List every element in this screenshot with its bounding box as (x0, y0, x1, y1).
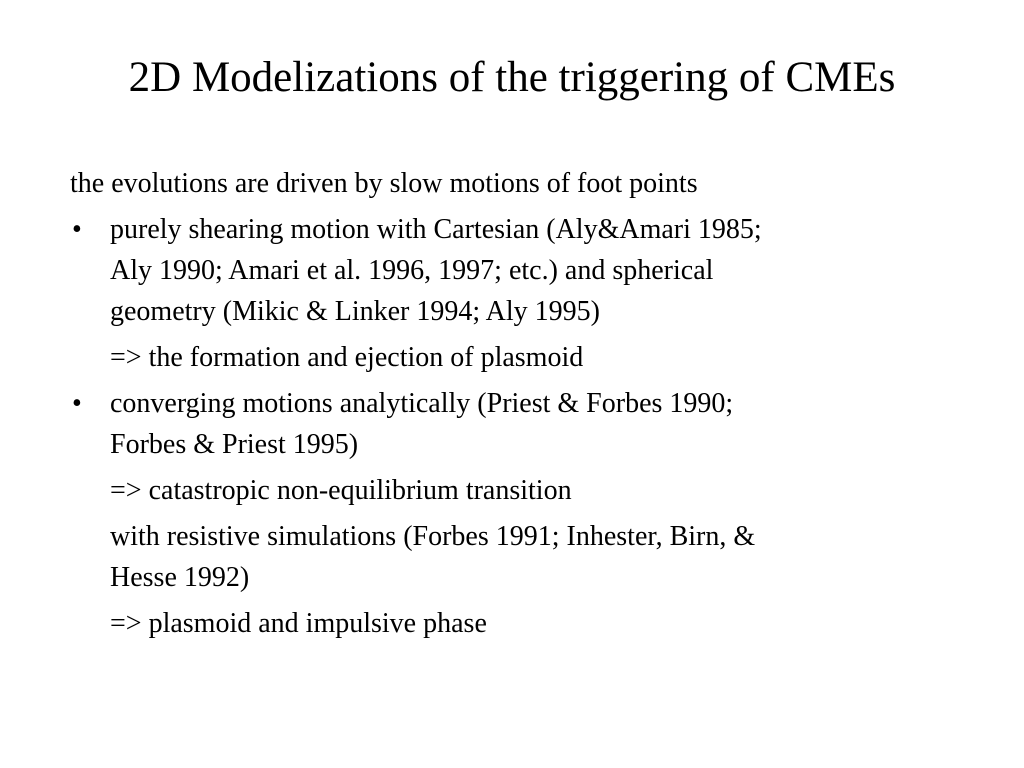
result-text: => the formation and ejection of plasmoid (110, 342, 584, 373)
result-text: => plasmoid and impulsive phase (110, 608, 487, 639)
bullet-item (70, 209, 970, 332)
sub-text-line: with resistive simulations (Forbes 1991; Inhester, Birn, & (110, 521, 756, 552)
slide-body (70, 163, 970, 649)
bullet-dot-icon: • (72, 214, 82, 245)
slide-title: 2D Modelizations of the triggering of CMEs (128, 54, 896, 101)
bullet-text-line: converging motions analytically (Priest & Forbes 1990; (110, 388, 734, 419)
intro-text: the evolutions are driven by slow motions of foot points (70, 168, 698, 199)
result-text: => catastropic non-equilibrium transition (110, 475, 572, 506)
resistive-simulations-text (70, 516, 970, 598)
bullet-text-line: geometry (Mikic & Linker 1994; Aly 1995) (110, 296, 600, 327)
bullet-item (70, 383, 970, 465)
bullet-text-line: Aly 1990; Amari et al. 1996, 1997; etc.) and spherical (110, 255, 714, 286)
bullet-text-line: purely shearing motion with Cartesian (Aly&Amari 1985; (110, 214, 762, 245)
sub-text-line: Hesse 1992) (110, 562, 250, 593)
bullet-dot-icon: • (72, 388, 82, 419)
bullet-text-line: Forbes & Priest 1995) (110, 429, 359, 460)
